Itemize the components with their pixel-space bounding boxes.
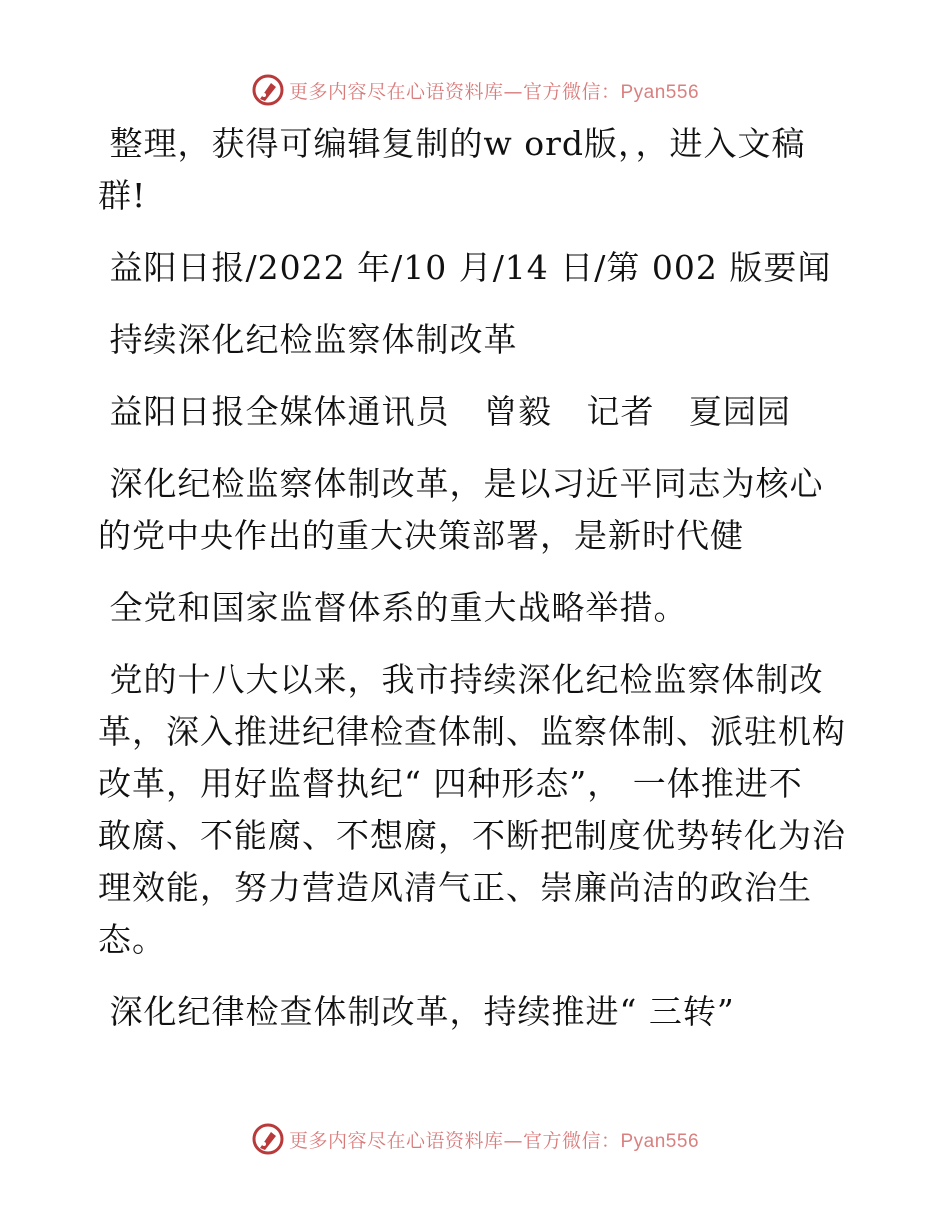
watermark-text: 更多内容尽在心语资料库—官方微信：Pyan556: [288, 80, 700, 103]
text-line: 革，深入推进纪律检查体制、监察体制、派驻机构: [98, 712, 846, 751]
text-line: 深化纪律检查体制改革，持续推进“ 三转”: [98, 992, 735, 1031]
document-body: [98, 118, 858, 1038]
header-watermark: [0, 70, 950, 110]
text-line: 深化纪检监察体制改革，是以习近平同志为核心: [98, 464, 824, 503]
text-line: 的党中央作出的重大决策部署，是新时代健: [98, 516, 744, 555]
dateline: 益阳日报/2022 年/10 月/14 日/第 002 版要闻: [98, 248, 832, 287]
article-title: 持续深化纪检监察体制改革: [98, 320, 518, 359]
text-line: 群!: [98, 176, 147, 215]
text-line: 理效能，努力营造风清气正、崇廉尚洁的政治生: [98, 868, 812, 907]
byline: 益阳日报全媒体通讯员 曾毅 记者 夏园园: [98, 392, 791, 431]
text-line: 整理，获得可编辑复制的w ord版，，进入文稿: [98, 124, 806, 163]
watermark-text: 更多内容尽在心语资料库—官方微信：Pyan556: [288, 1129, 700, 1152]
text-line: 敢腐、不能腐、不想腐，不断把制度优势转化为治: [98, 816, 846, 855]
watermark-handle: Pyan556: [620, 81, 700, 103]
text-line: 改革，用好监督执纪“ 四种形态”， 一体推进不: [98, 764, 803, 803]
pen-nib-logo-icon: [251, 73, 285, 107]
watermark-handle: Pyan556: [620, 1130, 700, 1152]
text-line: 全党和国家监督体系的重大战略举措。: [98, 588, 688, 627]
pen-nib-logo-icon: [251, 1122, 285, 1156]
text-line: 态。: [98, 920, 166, 959]
footer-watermark: [0, 1119, 950, 1159]
text-line: 党的十八大以来，我市持续深化纪检监察体制改: [98, 660, 824, 699]
